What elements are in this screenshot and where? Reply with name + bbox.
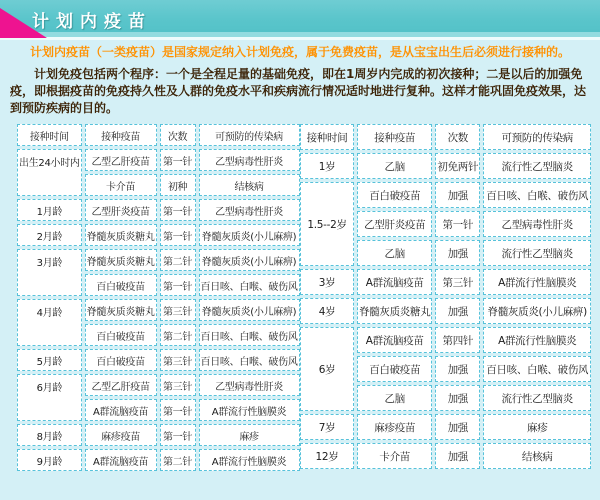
vaccine-cell: 麻疹疫苗: [357, 414, 432, 440]
schedule-table-infant: [14, 121, 303, 474]
disease-cell: 脊髓灰质炎(小儿麻痹): [483, 298, 591, 324]
vaccine-cell: 百白破疫苗: [357, 182, 432, 208]
vaccine-cell: 脊髓灰质炎糖丸: [85, 249, 157, 271]
count-cell: 第一针: [160, 224, 196, 246]
disease-cell: A群流行性脑膜炎: [483, 327, 591, 353]
header-vaccine-cell: 接种疫苗: [357, 124, 432, 150]
time-cell: 7岁: [300, 414, 354, 440]
time-cell: 3岁: [300, 269, 354, 295]
disease-cell: 脊髓灰质炎(小儿麻痹): [199, 224, 300, 246]
header-count-cell: 次数: [435, 124, 480, 150]
intro-paragraph: 计划免疫包括两个程序：一个是全程足量的基础免疫，即在1周岁内完成的初次接种；二是以后的加强免疫，即根据疫苗的免疫持久性及人群的免疫水平和疾病流行情况适时地进行复种。这样才能巩固免疫效果，达到预防疾病的目的。: [10, 67, 587, 115]
time-cell: 4岁: [300, 298, 354, 324]
vaccine-cell: A群流脑疫苗: [357, 327, 432, 353]
schedule-table-child-body: [300, 124, 591, 469]
time-cell: 9月龄: [17, 449, 82, 471]
count-cell: 第一针: [160, 199, 196, 221]
count-cell: 第一针: [160, 274, 196, 296]
table-row: [300, 443, 591, 469]
count-cell: 第一针: [160, 424, 196, 446]
vaccine-cell: 百白破疫苗: [85, 349, 157, 371]
count-cell: 第二针: [160, 249, 196, 271]
count-cell: 加强: [435, 443, 480, 469]
vaccine-cell: 脊髓灰质炎糖丸: [357, 298, 432, 324]
count-cell: 第三针: [160, 299, 196, 321]
vaccine-cell: 乙型乙肝疫苗: [85, 374, 157, 396]
table-row: [300, 298, 591, 324]
count-cell: 加强: [435, 356, 480, 382]
table-row: [17, 249, 300, 271]
count-cell: 初免两针: [435, 153, 480, 179]
disease-cell: 百日咳、白喉、破伤风: [483, 356, 591, 382]
count-cell: 第三针: [160, 349, 196, 371]
disease-cell: 百日咳、白喉、破伤风: [199, 324, 300, 346]
disease-cell: 乙型病毒性肝炎: [483, 211, 591, 237]
count-cell: 加强: [435, 414, 480, 440]
disease-cell: 流行性乙型脑炎: [483, 153, 591, 179]
vaccine-cell: 乙型肝炎疫苗: [357, 211, 432, 237]
schedule-table-child: [297, 121, 594, 472]
count-cell: 第二针: [160, 449, 196, 471]
disease-cell: 脊髓灰质炎(小儿麻痹): [199, 299, 300, 321]
vaccine-cell: 麻疹疫苗: [85, 424, 157, 446]
time-cell: 5月龄: [17, 349, 82, 371]
time-cell: 3月龄: [17, 249, 82, 296]
page-title: 计划内疫苗: [32, 12, 152, 32]
table-row: [17, 149, 300, 171]
vaccine-cell: 百白破疫苗: [85, 274, 157, 296]
disease-cell: 脊髓灰质炎(小儿麻痹): [199, 249, 300, 271]
time-cell: 1岁: [300, 153, 354, 179]
vaccine-cell: 乙脑: [357, 240, 432, 266]
header-row: [300, 124, 591, 150]
time-cell: 4月龄: [17, 299, 82, 346]
vaccine-cell: A群流脑疫苗: [85, 399, 157, 421]
time-cell: 8月龄: [17, 424, 82, 446]
header-row: [17, 124, 300, 146]
disease-cell: 结核病: [199, 174, 300, 196]
count-cell: 第三针: [435, 269, 480, 295]
header-disease-cell: 可预防的传染病: [199, 124, 300, 146]
count-cell: 第二针: [160, 324, 196, 346]
table-row: [17, 199, 300, 221]
count-cell: 加强: [435, 298, 480, 324]
count-cell: 加强: [435, 182, 480, 208]
header-count-cell: 次数: [160, 124, 196, 146]
count-cell: 第三针: [160, 374, 196, 396]
table-row: [300, 327, 591, 353]
disease-cell: 乙型病毒性肝炎: [199, 149, 300, 171]
count-cell: 加强: [435, 385, 480, 411]
table-row: [300, 182, 591, 208]
vaccine-cell: 乙脑: [357, 385, 432, 411]
table-row: [17, 374, 300, 396]
table-row: [17, 299, 300, 321]
time-cell: 12岁: [300, 443, 354, 469]
disease-cell: 麻疹: [199, 424, 300, 446]
count-cell: 第一针: [160, 399, 196, 421]
vaccine-cell: 百白破疫苗: [357, 356, 432, 382]
intro-highlight: 计划内疫苗（一类疫苗）是国家规定纳入计划免疫，属于免费疫苗，是从宝宝出生后必须进行接种的。: [30, 45, 571, 59]
disease-cell: 百日咳、白喉、破伤风: [483, 182, 591, 208]
count-cell: 初种: [160, 174, 196, 196]
count-cell: 加强: [435, 240, 480, 266]
header-disease-cell: 可预防的传染病: [483, 124, 591, 150]
disease-cell: 麻疹: [483, 414, 591, 440]
count-cell: 第四针: [435, 327, 480, 353]
time-cell: 6岁: [300, 327, 354, 411]
vaccine-cell: A群流脑疫苗: [357, 269, 432, 295]
header-vaccine-cell: 接种疫苗: [85, 124, 157, 146]
table-row: [300, 414, 591, 440]
time-cell: 6月龄: [17, 374, 82, 421]
disease-cell: A群流行性脑膜炎: [199, 449, 300, 471]
disease-cell: 流行性乙型脑炎: [483, 240, 591, 266]
title-bar-divider: [0, 37, 600, 40]
vaccine-cell: 脊髓灰质炎糖丸: [85, 224, 157, 246]
schedule-table-infant-body: [17, 124, 300, 471]
vaccine-cell: 卡介苗: [357, 443, 432, 469]
count-cell: 第一针: [435, 211, 480, 237]
disease-cell: A群流行性脑膜炎: [199, 399, 300, 421]
table-row: [17, 224, 300, 246]
table-row: [17, 349, 300, 371]
vaccine-cell: 百白破疫苗: [85, 324, 157, 346]
disease-cell: 流行性乙型脑炎: [483, 385, 591, 411]
vaccine-cell: 乙型肝炎疫苗: [85, 199, 157, 221]
table-row: [17, 424, 300, 446]
table-row: [300, 153, 591, 179]
disease-cell: A群流行性脑膜炎: [483, 269, 591, 295]
vaccine-cell: 脊髓灰质炎糖丸: [85, 299, 157, 321]
table-row: [300, 269, 591, 295]
header-time-cell: 接种时间: [300, 124, 354, 150]
vaccine-cell: 卡介苗: [85, 174, 157, 196]
vaccine-cell: A群流脑疫苗: [85, 449, 157, 471]
disease-cell: 百日咳、白喉、破伤风: [199, 349, 300, 371]
time-cell: 2月龄: [17, 224, 82, 246]
count-cell: 第一针: [160, 149, 196, 171]
vaccine-cell: 乙脑: [357, 153, 432, 179]
disease-cell: 百日咳、白喉、破伤风: [199, 274, 300, 296]
header-time-cell: 接种时间: [17, 124, 82, 146]
disease-cell: 乙型病毒性肝炎: [199, 374, 300, 396]
table-row: [17, 449, 300, 471]
time-cell: 出生24小时内: [17, 149, 82, 196]
time-cell: 1月龄: [17, 199, 82, 221]
disease-cell: 结核病: [483, 443, 591, 469]
time-cell: 1.5--2岁: [300, 182, 354, 266]
disease-cell: 乙型病毒性肝炎: [199, 199, 300, 221]
vaccine-cell: 乙型乙肝疫苗: [85, 149, 157, 171]
